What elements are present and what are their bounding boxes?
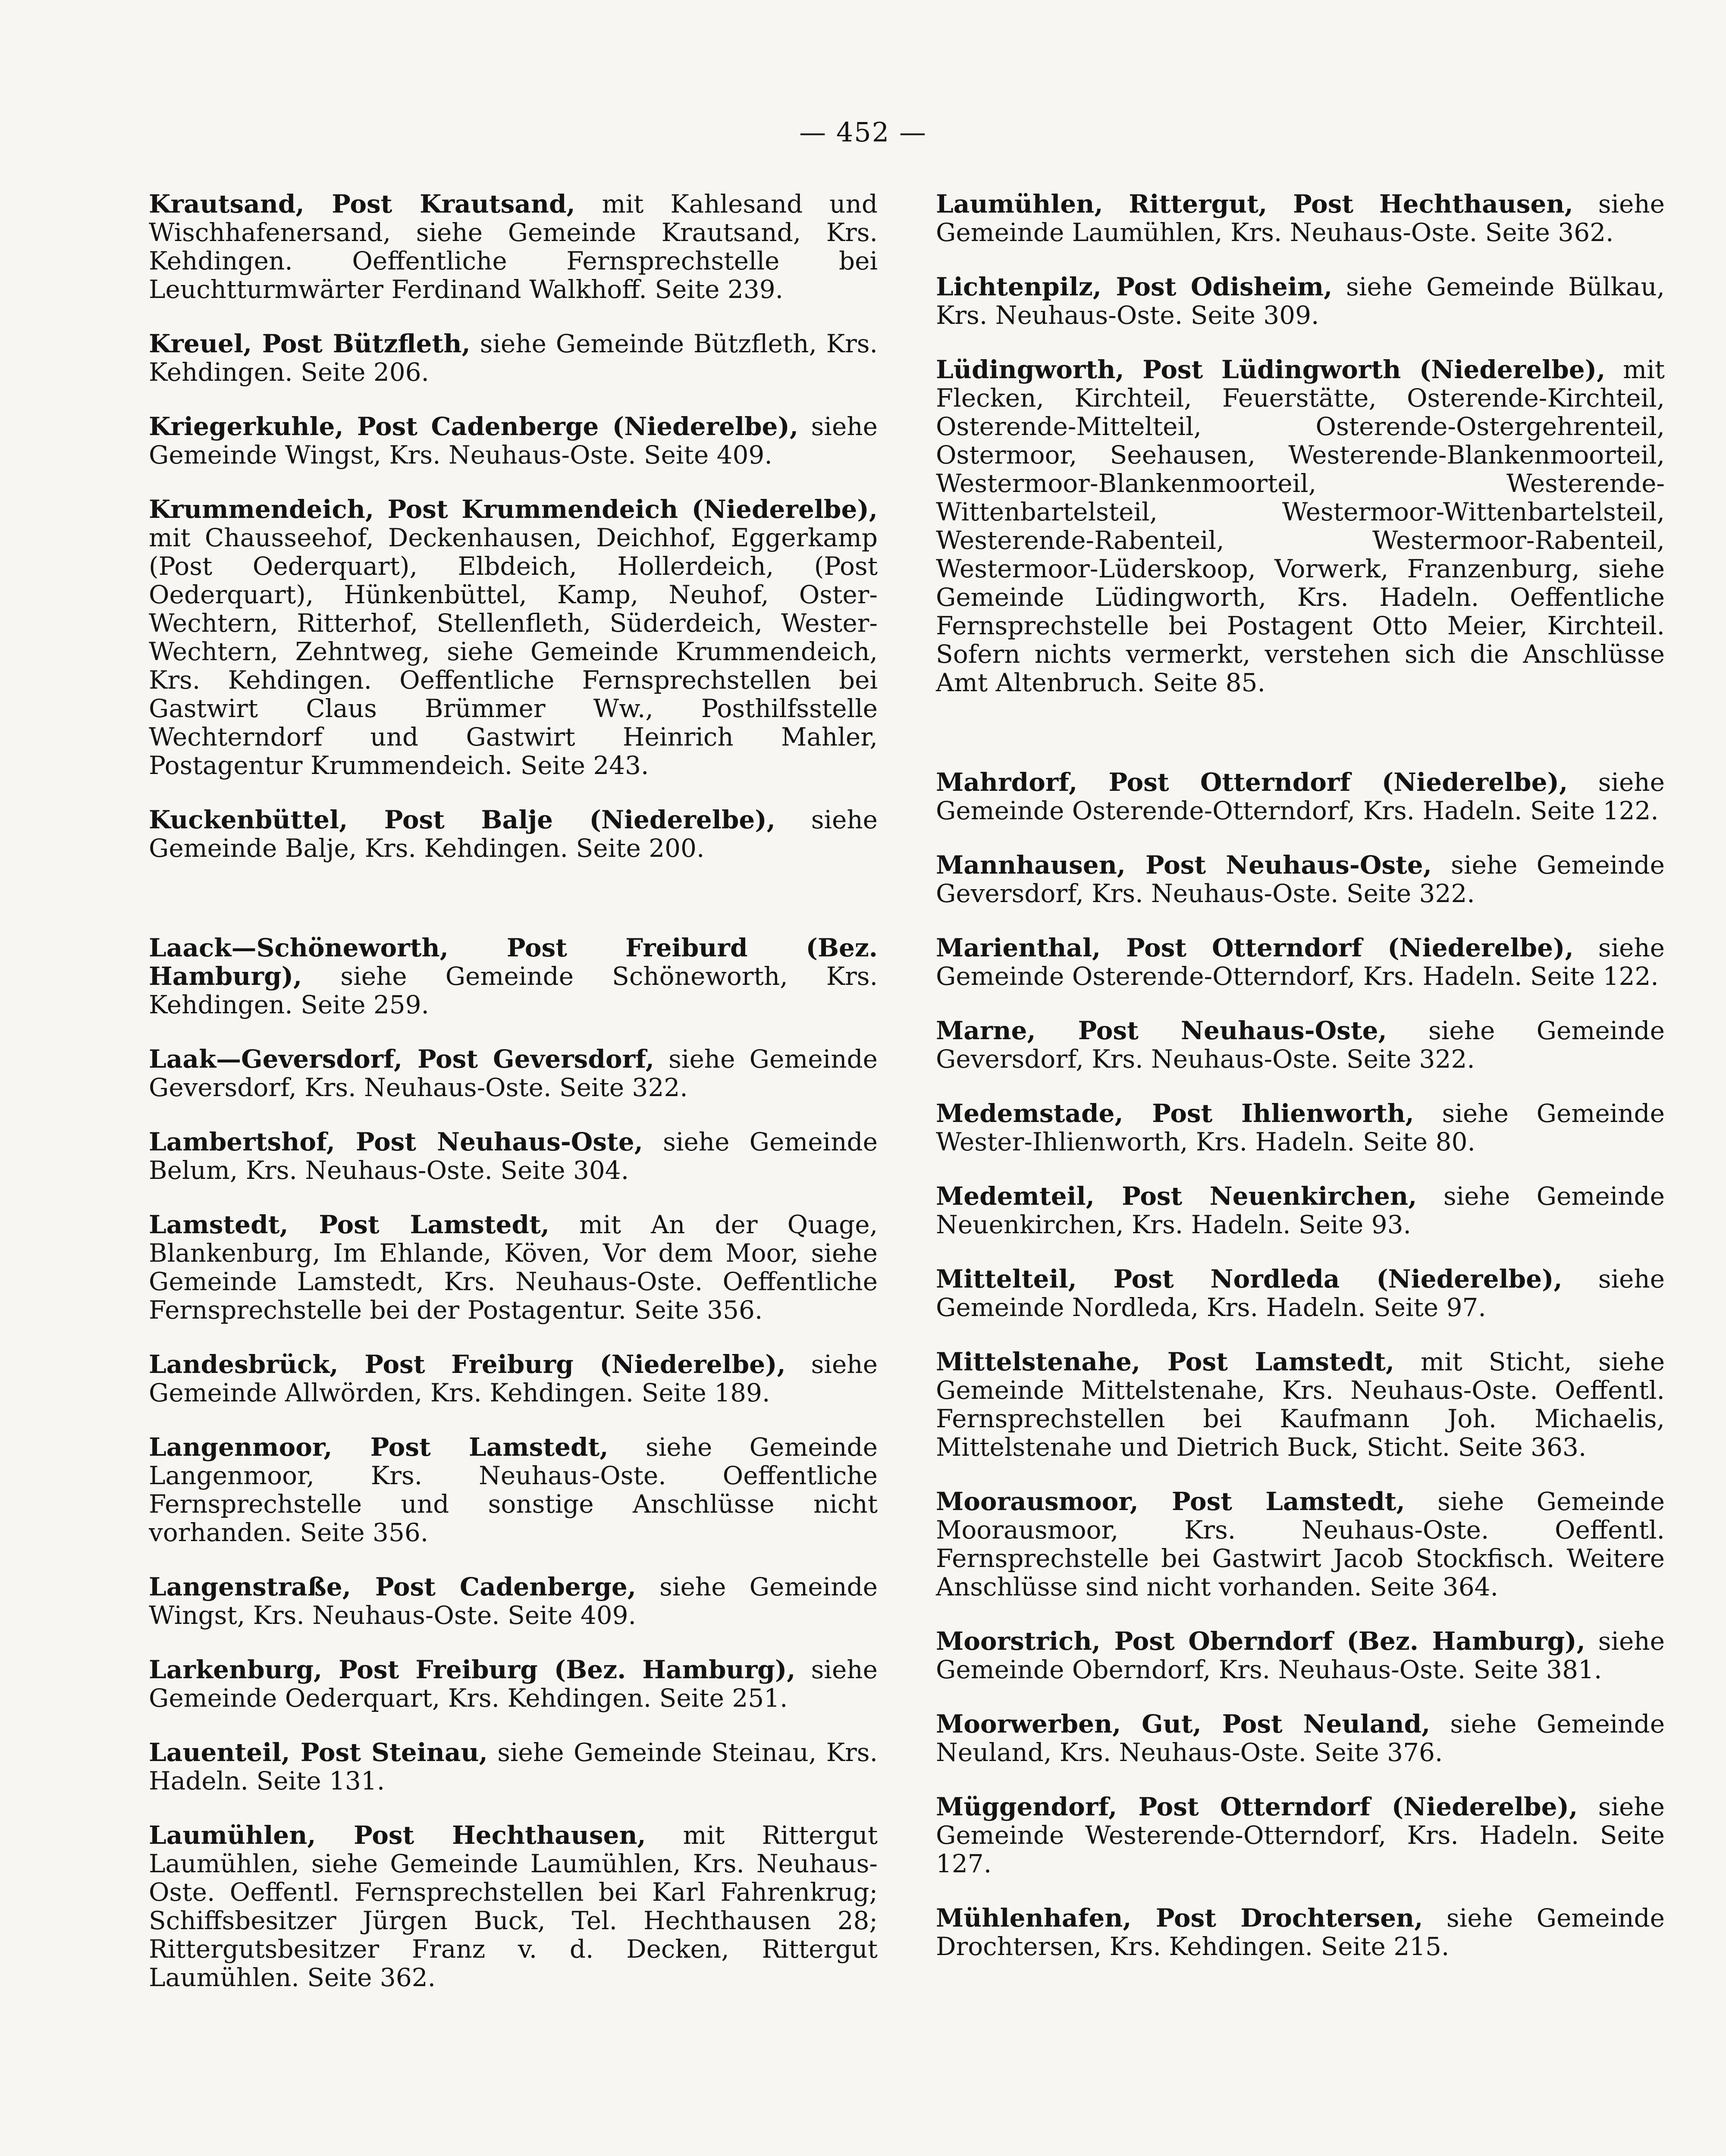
- entry-heading: Larkenburg, Post Freiburg (Bez. Hamburg),: [149, 1655, 796, 1684]
- list-item: [936, 1487, 1665, 1601]
- entry-heading: Lauenteil, Post Steinau,: [149, 1738, 488, 1767]
- entry-text: siehe Gemeinde Neuland, Krs. Neuhaus-Oste. Seite 376.: [936, 1709, 1665, 1767]
- entry-text: siehe Gemeinde Wingst, Krs. Neuhaus-Oste. Seite 409.: [149, 412, 878, 470]
- entry-text: siehe Gemeinde Oberndorf, Krs. Neuhaus-Oste. Seite 381.: [936, 1626, 1665, 1684]
- list-item: [936, 1265, 1665, 1322]
- entry-text: siehe Gemeinde Balje, Krs. Kehdingen. Seite 200.: [149, 805, 878, 863]
- entry-text: siehe Gemeinde Geversdorf, Krs. Neuhaus-Oste. Seite 322.: [936, 1016, 1665, 1074]
- entry-heading: Krautsand, Post Krautsand,: [149, 189, 575, 219]
- list-item: [936, 355, 1665, 697]
- entry-heading: Mannhausen, Post Neuhaus-Oste,: [936, 850, 1432, 880]
- list-item: [936, 1627, 1665, 1684]
- entry-heading: Medemstade, Post Ihlienworth,: [936, 1099, 1414, 1128]
- list-item: [149, 495, 878, 780]
- list-item: [936, 273, 1665, 329]
- entry-heading: Krummendeich, Post Krummendeich (Niederelbe),: [149, 495, 878, 524]
- entry-text: mit Chausseehof, Deckenhausen, Deichhof, Eggerkamp (Post Oederquart), Elbdeich, Hollerdeich, (Post Oederquart), Hünkenbüttel, Kamp, Neuhof, Oster-Wechtern, Ritterhof, Stellenfleth, Süderdeich, Wester-Wechtern, Zehntweg, siehe Gemeinde Krummendeich, Krs. Kehdingen. Oeffentliche Fernsprechstellen bei Gastwirt Claus Brümmer Ww., Posthilfsstelle Wechterndorf und Gastwirt Heinrich Mahler, Postagentur Krummendeich. Seite 243.: [149, 523, 878, 780]
- entry-text: siehe Gemeinde Bülkau, Krs. Neuhaus-Oste. Seite 309.: [936, 272, 1665, 330]
- entry-heading: Mittelteil, Post Nordleda (Niederelbe),: [936, 1264, 1563, 1294]
- entry-heading: Laack—Schöneworth, Post Freiburd (Bez. Hamburg),: [149, 933, 878, 991]
- list-item: [936, 934, 1665, 990]
- entry-heading: Kuckenbüttel, Post Balje (Niederelbe),: [149, 805, 775, 834]
- entry-heading: Lichtenpilz, Post Odisheim,: [936, 272, 1333, 301]
- entry-text: siehe Gemeinde Oederquart, Krs. Kehdingen. Seite 251.: [149, 1655, 878, 1713]
- entry-heading: Laumühlen, Rittergut, Post Hechthausen,: [936, 189, 1573, 219]
- list-item: [936, 1099, 1665, 1156]
- list-item: [936, 1182, 1665, 1239]
- entry-heading: Langenstraße, Post Cadenberge,: [149, 1572, 636, 1601]
- entry-text: siehe Gemeinde Laumühlen, Krs. Neuhaus-Oste. Seite 362.: [936, 189, 1665, 247]
- entry-heading: Marienthal, Post Otterndorf (Niederelbe),: [936, 933, 1574, 962]
- list-item: [936, 851, 1665, 908]
- list-item: [936, 190, 1665, 247]
- list-item: [936, 1348, 1665, 1461]
- entry-text: siehe Gemeinde Westerende-Otterndorf, Krs. Hadeln. Seite 127.: [936, 1792, 1665, 1878]
- list-item: [149, 1350, 878, 1407]
- list-item: [149, 190, 878, 304]
- list-item: [936, 1904, 1665, 1961]
- list-item: [149, 1433, 878, 1547]
- entry-heading: Mühlenhafen, Post Drochtersen,: [936, 1903, 1423, 1933]
- list-item: [936, 1792, 1665, 1878]
- entry-text: mit Flecken, Kirchteil, Feuerstätte, Osterende-Kirchteil, Osterende-Mittelteil, Osterende-Ostergehrenteil, Ostermoor, Seehausen, Westerende-Blankenmoorteil, Westermoor-Blankenmoorteil, Westerende-Wittenbartelsteil, Westermoor-Wittenbartelsteil, Westerende-Rabenteil, Westermoor-Rabenteil, Westermoor-Lüderskoop, Vorwerk, Franzenburg, siehe Gemeinde Lüdingworth, Krs. Hadeln. Oeffentliche Fernsprechstelle bei Postagent Otto Meier, Kirchteil. Sofern nichts vermerkt, verstehen sich die Anschlüsse Amt Altenbruch. Seite 85.: [936, 355, 1665, 697]
- entry-heading: Moorwerben, Gut, Post Neuland,: [936, 1709, 1431, 1739]
- entry-text: siehe Gemeinde Osterende-Otterndorf, Krs. Hadeln. Seite 122.: [936, 768, 1665, 825]
- entry-heading: Landesbrück, Post Freiburg (Niederelbe),: [149, 1350, 786, 1379]
- entry-heading: Lambertshof, Post Neuhaus-Oste,: [149, 1127, 643, 1156]
- entry-text: siehe Gemeinde Schöneworth, Krs. Kehdingen. Seite 259.: [149, 962, 878, 1019]
- entry-heading: Lüdingworth, Post Lüdingworth (Niederelbe),: [936, 355, 1606, 384]
- entry-text: siehe Gemeinde Geversdorf, Krs. Neuhaus-Oste. Seite 322.: [149, 1044, 878, 1102]
- page-number: — 452 —: [799, 116, 927, 148]
- entry-text: siehe Gemeinde Bützfleth, Krs. Kehdingen. Seite 206.: [149, 329, 878, 387]
- entry-text: mit Kahlesand und Wischhafenersand, siehe Gemeinde Krautsand, Krs. Kehdingen. Oeffentliche Fernsprechstelle bei Leuchtturmwärter Ferdinand Walkhoff. Seite 239.: [149, 189, 878, 304]
- entry-heading: Müggendorf, Post Otterndorf (Niederelbe),: [936, 1792, 1578, 1821]
- entry-heading: Laumühlen, Post Hechthausen,: [149, 1821, 646, 1850]
- entry-heading: Moorausmoor, Post Lamstedt,: [936, 1487, 1405, 1516]
- list-item: [936, 1710, 1665, 1767]
- list-item: [149, 805, 878, 862]
- entry-text: siehe Gemeinde Wester-Ihlienworth, Krs. Hadeln. Seite 80.: [936, 1099, 1665, 1156]
- entry-heading: Mahrdorf, Post Otterndorf (Niederelbe),: [936, 768, 1568, 797]
- list-item: [149, 412, 878, 469]
- entry-text: siehe Gemeinde Nordleda, Krs. Hadeln. Seite 97.: [936, 1264, 1665, 1322]
- list-item: [149, 1738, 878, 1795]
- entry-text: siehe Gemeinde Steinau, Krs. Hadeln. Seite 131.: [149, 1738, 878, 1796]
- entry-text: siehe Gemeinde Allwörden, Krs. Kehdingen. Seite 189.: [149, 1350, 878, 1407]
- entry-heading: Langenmoor, Post Lamstedt,: [149, 1432, 609, 1462]
- entry-text: siehe Gemeinde Neuenkirchen, Krs. Hadeln. Seite 93.: [936, 1181, 1665, 1239]
- entry-text: mit Sticht, siehe Gemeinde Mittelstenahe, Krs. Neuhaus-Oste. Oeffentl. Fernsprechstellen bei Kaufmann Joh. Michaelis, Mittelstenahe und Dietrich Buck, Sticht. Seite 363.: [936, 1347, 1665, 1462]
- entry-text: siehe Gemeinde Geversdorf, Krs. Neuhaus-Oste. Seite 322.: [936, 850, 1665, 908]
- entry-text: mit An der Quage, Blankenburg, Im Ehlande, Köven, Vor dem Moor, siehe Gemeinde Lamstedt, Krs. Neuhaus-Oste. Oeffentliche Fernsprechstelle bei der Postagentur. Seite 356.: [149, 1210, 878, 1325]
- entry-text: siehe Gemeinde Langenmoor, Krs. Neuhaus-Oste. Oeffentliche Fernsprechstelle und sonstige Anschlüsse nicht vorhanden. Seite 356.: [149, 1432, 878, 1547]
- left-column: [149, 190, 878, 2018]
- entry-heading: Laak—Geversdorf, Post Geversdorf,: [149, 1044, 654, 1074]
- list-item: [149, 1128, 878, 1185]
- entry-text: mit Rittergut Laumühlen, siehe Gemeinde Laumühlen, Krs. Neuhaus-Oste. Oeffentl. Fernsprechstellen bei Karl Fahrenkrug; Schiffsbesitzer Jürgen Buck, Tel. Hechthausen 28; Rittergutsbesitzer Franz v. d. Decken, Rittergut Laumühlen. Seite 362.: [149, 1821, 878, 1992]
- list-item: [149, 1573, 878, 1630]
- entry-text: siehe Gemeinde Drochtersen, Krs. Kehdingen. Seite 215.: [936, 1903, 1665, 1961]
- entry-heading: Moorstrich, Post Oberndorf (Bez. Hamburg),: [936, 1626, 1585, 1656]
- list-item: [149, 329, 878, 386]
- entry-heading: Marne, Post Neuhaus-Oste,: [936, 1016, 1387, 1045]
- entry-heading: Mittelstenahe, Post Lamstedt,: [936, 1347, 1395, 1376]
- entry-heading: Medemteil, Post Neuenkirchen,: [936, 1181, 1417, 1211]
- entry-heading: Lamstedt, Post Lamstedt,: [149, 1210, 550, 1239]
- list-item: [936, 768, 1665, 825]
- list-item: [149, 1821, 878, 1992]
- entry-text: siehe Gemeinde Belum, Krs. Neuhaus-Oste. Seite 304.: [149, 1127, 878, 1185]
- entry-heading: Kreuel, Post Bützfleth,: [149, 329, 471, 358]
- list-item: [149, 1655, 878, 1712]
- list-item: [149, 1210, 878, 1324]
- right-column: [936, 190, 1665, 1987]
- list-item: [149, 1045, 878, 1102]
- entry-heading: Kriegerkuhle, Post Cadenberge (Niederelbe),: [149, 412, 799, 441]
- entry-text: siehe Gemeinde Wingst, Krs. Neuhaus-Oste. Seite 409.: [149, 1572, 878, 1630]
- entry-text: siehe Gemeinde Moorausmoor, Krs. Neuhaus-Oste. Oeffentl. Fernsprechstelle bei Gastwirt Jacob Stockfisch. Weitere Anschlüsse sind nicht vorhanden. Seite 364.: [936, 1487, 1665, 1601]
- list-item: [149, 934, 878, 1019]
- list-item: [936, 1016, 1665, 1073]
- entry-text: siehe Gemeinde Osterende-Otterndorf, Krs. Hadeln. Seite 122.: [936, 933, 1665, 991]
